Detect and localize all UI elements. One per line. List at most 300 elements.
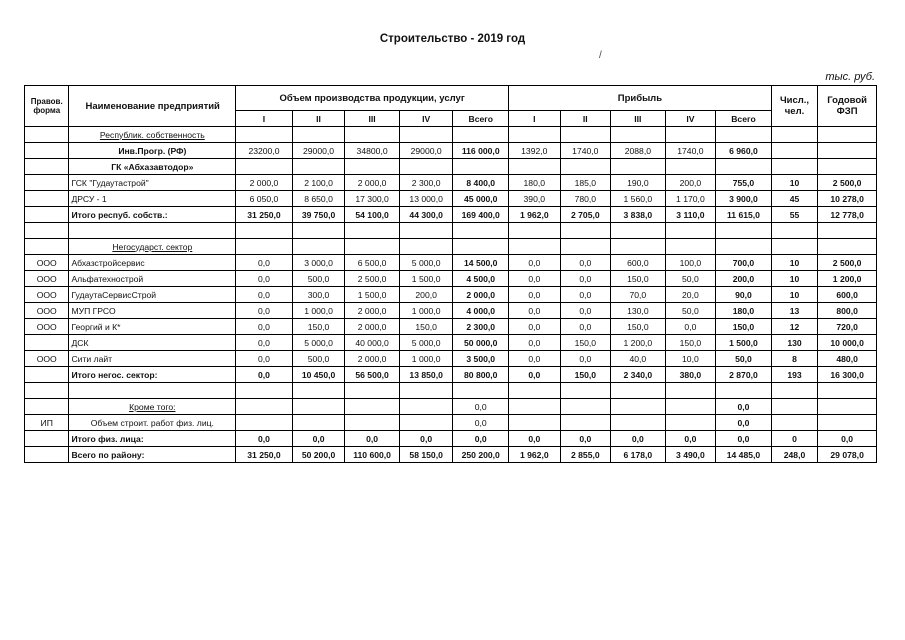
volume-quarter-cell: 500,0 [292,351,345,367]
empty-cell [345,127,400,143]
profit-quarter-cell: 0,0 [560,287,611,303]
empty-cell [509,223,561,239]
staff-cell: 0 [771,431,817,447]
volume-quarter-cell: 150,0 [399,319,453,335]
empty-cell [611,239,666,255]
fzp-cell: 16 300,0 [818,367,877,383]
legal-form-cell [25,399,69,415]
staff-cell: 10 [771,271,817,287]
empty-cell [69,383,236,399]
header-profit: Прибыль [509,86,772,111]
profit-quarter-cell: 2 705,0 [560,207,611,223]
profit-quarter-cell: 1 560,0 [611,191,666,207]
empty-cell [611,159,666,175]
enterprise-name-cell: Инв.Прогр. (РФ) [69,143,236,159]
profit-total-cell: 6 960,0 [716,143,772,159]
empty-cell [611,127,666,143]
empty-cell [345,239,400,255]
staff-cell: 13 [771,303,817,319]
fzp-cell: 12 778,0 [818,207,877,223]
volume-quarter-cell: 6 050,0 [236,191,293,207]
profit-quarter-cell: 185,0 [560,175,611,191]
legal-form-cell [25,431,69,447]
profit-quarter-cell: 1 962,0 [509,447,561,463]
enterprise-name-cell: Абхазстройсервис [69,255,236,271]
volume-quarter-cell: 56 500,0 [345,367,400,383]
profit-quarter-cell: 0,0 [509,367,561,383]
table-row [25,175,877,191]
enterprise-name-cell: Итого респуб. собств.: [69,207,236,223]
volume-quarter-cell: 2 300,0 [399,175,453,191]
table-row [25,159,877,175]
table-row [25,207,877,223]
empty-cell [611,223,666,239]
header-volume-total: Всего [453,111,509,127]
volume-quarter-cell: 1 000,0 [292,303,345,319]
volume-quarter-cell: 31 250,0 [236,207,293,223]
volume-total-cell: 0,0 [453,415,509,431]
profit-quarter-cell: 1740,0 [665,143,716,159]
profit-quarter-cell: 3 490,0 [665,447,716,463]
empty-cell [771,127,817,143]
volume-quarter-cell [399,415,453,431]
table-row [25,319,877,335]
legal-form-cell [25,207,69,223]
profit-quarter-cell: 780,0 [560,191,611,207]
legal-form-cell [25,447,69,463]
empty-cell [453,127,509,143]
volume-quarter-cell: 40 000,0 [345,335,400,351]
volume-total-cell: 50 000,0 [453,335,509,351]
empty-cell [509,159,561,175]
profit-total-cell: 11 615,0 [716,207,772,223]
volume-quarter-cell: 1 000,0 [399,351,453,367]
empty-cell [716,383,772,399]
volume-total-cell: 0,0 [453,399,509,415]
profit-total-cell: 0,0 [716,431,772,447]
profit-quarter-cell: 190,0 [611,175,666,191]
units-label: тыс. руб. [825,71,875,83]
fzp-cell [818,415,877,431]
volume-quarter-cell: 5 000,0 [399,335,453,351]
empty-cell [236,383,293,399]
staff-cell: 12 [771,319,817,335]
volume-quarter-cell: 50 200,0 [292,447,345,463]
profit-quarter-cell: 40,0 [611,351,666,367]
profit-quarter-cell: 1740,0 [560,143,611,159]
profit-quarter-cell [611,415,666,431]
volume-quarter-cell: 5 000,0 [399,255,453,271]
volume-quarter-cell: 0,0 [236,255,293,271]
profit-quarter-cell: 150,0 [611,271,666,287]
empty-cell [453,383,509,399]
staff-cell: 10 [771,287,817,303]
volume-quarter-cell: 0,0 [236,431,293,447]
profit-total-cell: 700,0 [716,255,772,271]
staff-cell: 10 [771,255,817,271]
volume-quarter-cell: 54 100,0 [345,207,400,223]
volume-quarter-cell: 0,0 [236,271,293,287]
empty-cell [818,159,877,175]
profit-quarter-cell: 100,0 [665,255,716,271]
profit-quarter-cell: 0,0 [509,431,561,447]
table-row [25,415,877,431]
volume-total-cell: 80 800,0 [453,367,509,383]
empty-cell [345,159,400,175]
volume-quarter-cell: 31 250,0 [236,447,293,463]
profit-total-cell: 3 900,0 [716,191,772,207]
pen-mark: / [599,50,602,61]
profit-quarter-cell: 2 340,0 [611,367,666,383]
profit-quarter-cell: 380,0 [665,367,716,383]
profit-quarter-cell: 150,0 [611,319,666,335]
empty-cell [236,127,293,143]
header-name: Наименование предприятий [69,86,236,127]
profit-quarter-cell [509,415,561,431]
empty-cell [399,239,453,255]
empty-cell [818,239,877,255]
profit-quarter-cell: 1392,0 [509,143,561,159]
profit-quarter-cell: 0,0 [560,351,611,367]
profit-quarter-cell [509,399,561,415]
empty-cell [665,223,716,239]
profit-quarter-cell [611,399,666,415]
volume-quarter-cell: 300,0 [292,287,345,303]
volume-total-cell: 116 000,0 [453,143,509,159]
profit-total-cell: 2 870,0 [716,367,772,383]
enterprise-name-cell: Итого негос. сектор: [69,367,236,383]
volume-quarter-cell: 0,0 [345,431,400,447]
enterprise-name-cell: ГудаутаСервисСтрой [69,287,236,303]
enterprise-name-cell: ДСК [69,335,236,351]
legal-form-cell: ООО [25,303,69,319]
legal-form-cell: ИП [25,415,69,431]
empty-cell [818,223,877,239]
volume-quarter-cell: 2 000,0 [345,351,400,367]
fzp-cell [818,399,877,415]
profit-quarter-cell: 0,0 [560,431,611,447]
profit-quarter-cell: 150,0 [665,335,716,351]
fzp-cell: 29 078,0 [818,447,877,463]
profit-total-cell: 0,0 [716,399,772,415]
profit-total-cell: 14 485,0 [716,447,772,463]
construction-table [24,85,877,463]
profit-quarter-cell [665,415,716,431]
legal-form-cell [25,143,69,159]
profit-quarter-cell: 1 962,0 [509,207,561,223]
profit-quarter-cell: 3 838,0 [611,207,666,223]
volume-quarter-cell: 10 450,0 [292,367,345,383]
volume-quarter-cell: 29000,0 [292,143,345,159]
empty-cell [665,383,716,399]
volume-quarter-cell: 39 750,0 [292,207,345,223]
volume-total-cell: 4 000,0 [453,303,509,319]
empty-cell [560,127,611,143]
empty-cell [665,239,716,255]
volume-quarter-cell: 1 500,0 [345,287,400,303]
profit-total-cell: 755,0 [716,175,772,191]
volume-quarter-cell: 58 150,0 [399,447,453,463]
profit-quarter-cell: 0,0 [560,271,611,287]
profit-quarter-cell: 3 110,0 [665,207,716,223]
volume-quarter-cell: 1 500,0 [399,271,453,287]
table-row [25,335,877,351]
volume-quarter-cell [399,399,453,415]
staff-cell: 10 [771,175,817,191]
header-volume: Объем производства продукции, услуг [236,86,509,111]
volume-quarter-cell: 13 850,0 [399,367,453,383]
empty-cell [716,127,772,143]
staff-cell: 130 [771,335,817,351]
empty-cell [399,127,453,143]
empty-cell [236,223,293,239]
volume-total-cell: 169 400,0 [453,207,509,223]
profit-total-cell: 1 500,0 [716,335,772,351]
empty-cell [292,159,345,175]
volume-quarter-cell: 0,0 [236,367,293,383]
empty-cell [716,223,772,239]
empty-cell [25,223,69,239]
profit-quarter-cell: 20,0 [665,287,716,303]
header-fzp: Годовой ФЗП [818,86,877,127]
profit-quarter-cell: 70,0 [611,287,666,303]
header-staff: Числ., чел. [771,86,817,127]
volume-quarter-cell: 150,0 [292,319,345,335]
enterprise-name-cell: Сити лайт [69,351,236,367]
table-row [25,287,877,303]
empty-cell [509,127,561,143]
volume-quarter-cell: 2 500,0 [345,271,400,287]
profit-total-cell: 150,0 [716,319,772,335]
profit-quarter-cell: 0,0 [509,303,561,319]
empty-cell [399,223,453,239]
table-row [25,255,877,271]
profit-total-cell: 50,0 [716,351,772,367]
profit-quarter-cell: 0,0 [665,431,716,447]
header-volume-q2: II [292,111,345,127]
legal-form-cell: ООО [25,287,69,303]
profit-quarter-cell: 150,0 [560,335,611,351]
header-profit-q4: IV [665,111,716,127]
volume-total-cell: 0,0 [453,431,509,447]
legal-form-cell [25,175,69,191]
staff-cell [771,415,817,431]
profit-quarter-cell: 1 170,0 [665,191,716,207]
volume-quarter-cell: 2 000,0 [236,175,293,191]
profit-quarter-cell: 130,0 [611,303,666,319]
table-row [25,223,877,239]
volume-quarter-cell: 8 650,0 [292,191,345,207]
profit-quarter-cell: 0,0 [560,319,611,335]
volume-quarter-cell: 0,0 [236,351,293,367]
profit-quarter-cell: 10,0 [665,351,716,367]
empty-cell [453,159,509,175]
profit-total-cell: 0,0 [716,415,772,431]
profit-quarter-cell: 180,0 [509,175,561,191]
fzp-cell: 2 500,0 [818,255,877,271]
legal-form-cell: ООО [25,255,69,271]
empty-cell [818,127,877,143]
volume-quarter-cell: 0,0 [236,303,293,319]
profit-quarter-cell: 2 855,0 [560,447,611,463]
empty-cell [25,159,69,175]
profit-total-cell: 180,0 [716,303,772,319]
volume-quarter-cell: 34800,0 [345,143,400,159]
volume-quarter-cell: 2 000,0 [345,319,400,335]
enterprise-name-cell: Кроме того: [69,399,236,415]
volume-quarter-cell [236,399,293,415]
table-row [25,271,877,287]
staff-cell: 193 [771,367,817,383]
empty-cell [345,383,400,399]
staff-cell [771,399,817,415]
enterprise-name-cell: ДРСУ - 1 [69,191,236,207]
fzp-cell: 800,0 [818,303,877,319]
volume-quarter-cell: 0,0 [399,431,453,447]
volume-total-cell: 250 200,0 [453,447,509,463]
volume-quarter-cell: 2 100,0 [292,175,345,191]
table-row [25,351,877,367]
profit-quarter-cell: 0,0 [665,319,716,335]
volume-total-cell: 2 300,0 [453,319,509,335]
header-volume-q3: III [345,111,400,127]
empty-cell [25,127,69,143]
profit-quarter-cell: 150,0 [560,367,611,383]
empty-cell [292,127,345,143]
staff-cell: 248,0 [771,447,817,463]
header-form: Правов. форма [25,86,69,127]
volume-quarter-cell: 500,0 [292,271,345,287]
empty-cell [25,383,69,399]
profit-quarter-cell: 0,0 [560,303,611,319]
profit-total-cell: 90,0 [716,287,772,303]
empty-cell [292,239,345,255]
empty-cell [665,127,716,143]
staff-cell: 8 [771,351,817,367]
volume-quarter-cell: 13 000,0 [399,191,453,207]
empty-cell [399,383,453,399]
fzp-cell [818,143,877,159]
profit-quarter-cell: 1 200,0 [611,335,666,351]
volume-quarter-cell: 0,0 [292,431,345,447]
empty-cell [560,383,611,399]
volume-quarter-cell: 23200,0 [236,143,293,159]
volume-quarter-cell [345,399,400,415]
legal-form-cell: ООО [25,271,69,287]
profit-quarter-cell [560,399,611,415]
empty-cell [453,223,509,239]
header-volume-q4: IV [399,111,453,127]
empty-cell [509,383,561,399]
volume-quarter-cell [236,415,293,431]
profit-quarter-cell [560,415,611,431]
volume-quarter-cell: 200,0 [399,287,453,303]
profit-quarter-cell: 50,0 [665,271,716,287]
header-profit-q2: II [560,111,611,127]
empty-cell [665,159,716,175]
empty-cell [292,383,345,399]
volume-total-cell: 4 500,0 [453,271,509,287]
empty-cell [771,383,817,399]
fzp-cell: 10 278,0 [818,191,877,207]
profit-quarter-cell: 0,0 [611,431,666,447]
enterprise-name-cell: Объем строит. работ физ. лиц. [69,415,236,431]
fzp-cell: 600,0 [818,287,877,303]
volume-quarter-cell: 0,0 [236,335,293,351]
volume-total-cell: 2 000,0 [453,287,509,303]
enterprise-name-cell: Георгий и К* [69,319,236,335]
volume-quarter-cell: 0,0 [236,287,293,303]
empty-cell [611,383,666,399]
volume-quarter-cell: 29000,0 [399,143,453,159]
fzp-cell: 10 000,0 [818,335,877,351]
profit-quarter-cell [665,399,716,415]
empty-cell [818,383,877,399]
empty-cell [292,223,345,239]
table-row [25,143,877,159]
empty-cell [771,159,817,175]
empty-cell [771,223,817,239]
empty-cell [560,239,611,255]
volume-quarter-cell: 3 000,0 [292,255,345,271]
profit-quarter-cell: 0,0 [509,287,561,303]
table-body [25,127,877,463]
legal-form-cell [25,367,69,383]
profit-quarter-cell: 0,0 [509,351,561,367]
empty-cell [236,239,293,255]
volume-quarter-cell: 5 000,0 [292,335,345,351]
empty-cell [453,239,509,255]
volume-quarter-cell [292,399,345,415]
empty-cell [771,239,817,255]
section-title: Негосударст. сектор [69,239,236,255]
profit-quarter-cell: 0,0 [560,255,611,271]
volume-quarter-cell: 17 300,0 [345,191,400,207]
volume-total-cell: 14 500,0 [453,255,509,271]
section-title: ГК «Абхазавтодор» [69,159,236,175]
fzp-cell: 0,0 [818,431,877,447]
legal-form-cell: ООО [25,319,69,335]
enterprise-name-cell: ГСК "Гудаутастрой" [69,175,236,191]
empty-cell [560,159,611,175]
staff-cell [771,143,817,159]
empty-cell [25,239,69,255]
volume-quarter-cell: 6 500,0 [345,255,400,271]
header-profit-q3: III [611,111,666,127]
volume-quarter-cell: 2 000,0 [345,303,400,319]
table-row [25,191,877,207]
volume-quarter-cell [292,415,345,431]
profit-quarter-cell: 600,0 [611,255,666,271]
volume-total-cell: 45 000,0 [453,191,509,207]
legal-form-cell [25,335,69,351]
enterprise-name-cell: Альфатехнострой [69,271,236,287]
enterprise-name-cell: МУП ГРСО [69,303,236,319]
volume-quarter-cell: 2 000,0 [345,175,400,191]
empty-cell [716,239,772,255]
profit-quarter-cell: 0,0 [509,255,561,271]
volume-quarter-cell: 110 600,0 [345,447,400,463]
enterprise-name-cell: Итого физ. лица: [69,431,236,447]
legal-form-cell [25,191,69,207]
profit-quarter-cell: 0,0 [509,319,561,335]
volume-total-cell: 8 400,0 [453,175,509,191]
table-row [25,239,877,255]
fzp-cell: 1 200,0 [818,271,877,287]
legal-form-cell: ООО [25,351,69,367]
empty-cell [69,223,236,239]
page-title: Строительство - 2019 год [379,33,526,45]
